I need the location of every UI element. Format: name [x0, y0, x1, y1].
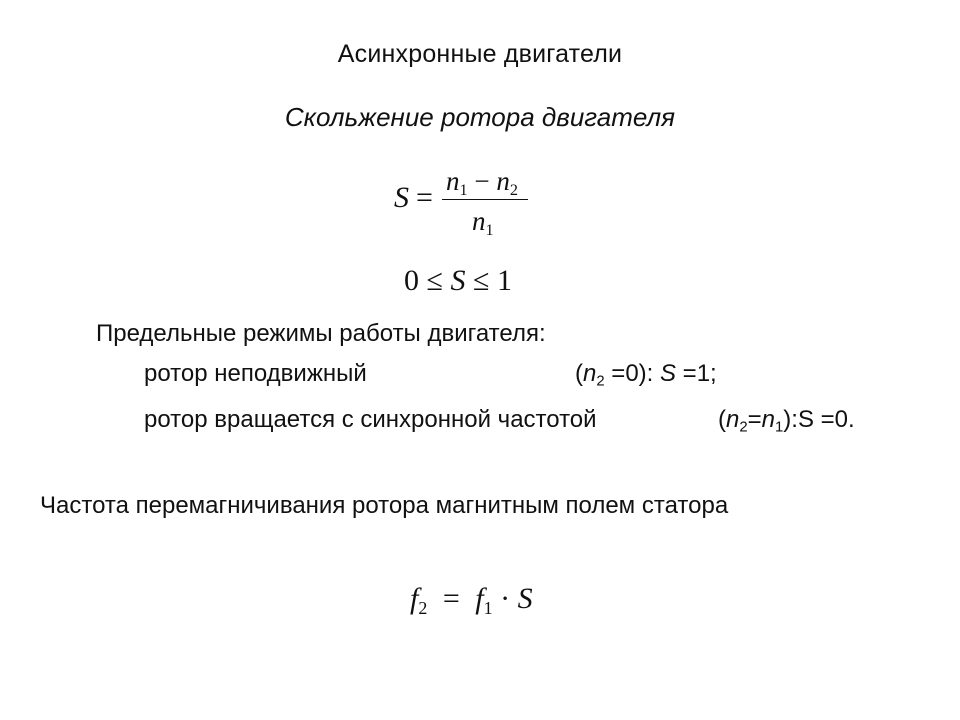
slip-formula-denominator	[472, 206, 494, 240]
numerator-n1: n	[446, 166, 460, 196]
freq-rhs-sub: 1	[483, 597, 493, 618]
denominator-n1-sub: 1	[485, 221, 494, 240]
range-le-1: ≤	[426, 264, 443, 297]
mode2-condition	[718, 406, 855, 435]
mode2-n-b: n	[761, 406, 776, 433]
mode1-n-sub: 2	[596, 373, 605, 390]
slide-title: Асинхронные двигатели	[337, 40, 623, 68]
mode1-s: S	[660, 360, 677, 387]
numerator-n2-sub: 2	[509, 181, 518, 200]
mode2-label: ротор вращается с синхронной частотой	[144, 406, 597, 433]
mode2-result: ):S =0.	[783, 406, 855, 433]
slide-subtitle: Скольжение ротора двигателя	[284, 102, 676, 132]
mode2-n-a-sub: 2	[739, 419, 748, 436]
mode1-open: (	[575, 360, 583, 387]
slip-formula-equals: =	[416, 181, 433, 214]
frequency-formula	[410, 582, 533, 619]
freq-dot: ·	[500, 582, 511, 615]
numerator-minus: −	[474, 166, 490, 196]
freq-lhs-sub: 2	[418, 597, 428, 618]
fraction-bar	[442, 199, 528, 200]
range-low: 0	[404, 264, 419, 297]
mode2-n-b-sub: 1	[775, 419, 784, 436]
frequency-heading: Частота перемагничивания ротора магнитным полем статора	[40, 492, 729, 519]
mode1-cond-rest: =0):	[604, 360, 660, 387]
numerator-n1-sub: 1	[459, 181, 468, 200]
numerator-n2: n	[496, 166, 510, 196]
mode1-result: =1;	[676, 360, 717, 387]
mode1-condition	[575, 360, 717, 389]
freq-rhs: f	[475, 582, 484, 615]
range-le-2: ≤	[472, 264, 490, 297]
mode1-n: n	[583, 360, 597, 387]
freq-equals: =	[442, 582, 460, 615]
slip-formula-lhs: S	[394, 181, 409, 214]
mode1-label: ротор неподвижный	[144, 360, 367, 387]
mode2-open: (	[718, 406, 726, 433]
mode2-eq: =	[747, 406, 762, 433]
range-var: S	[450, 264, 466, 297]
range-high: 1	[496, 264, 512, 297]
denominator-n1: n	[472, 206, 486, 236]
slip-formula-numerator	[446, 166, 518, 200]
limit-modes-heading: Предельные режимы работы двигателя:	[96, 320, 546, 347]
freq-s: S	[517, 582, 533, 615]
slip-formula	[394, 166, 554, 246]
mode2-n-a: n	[726, 406, 740, 433]
freq-lhs: f	[410, 582, 419, 615]
range-formula	[404, 264, 512, 298]
